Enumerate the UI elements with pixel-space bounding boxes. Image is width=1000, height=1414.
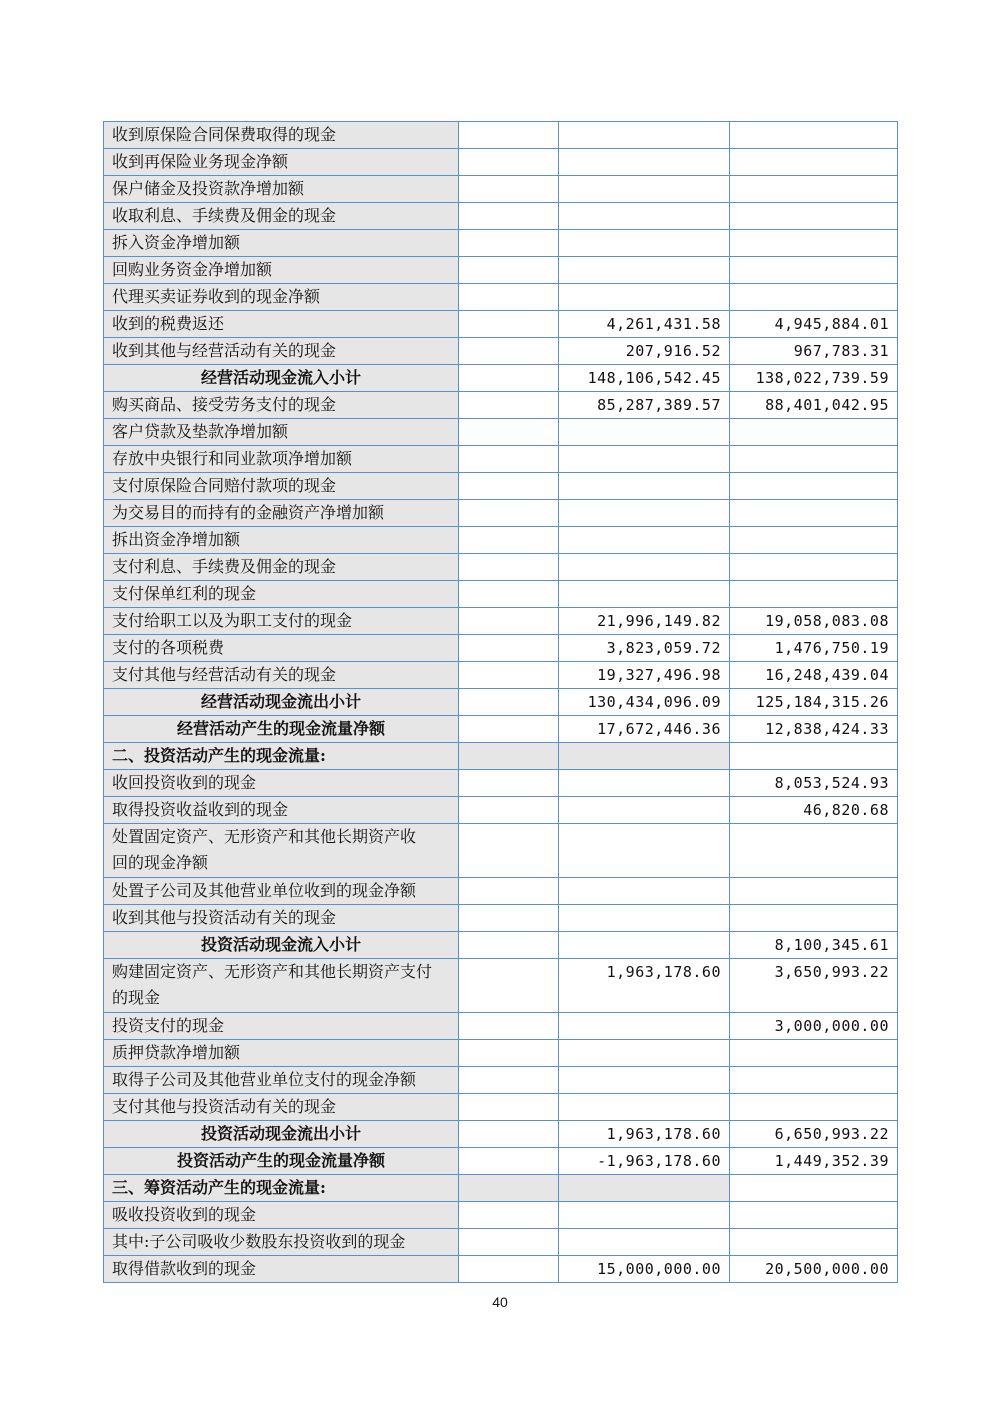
row-label: 支付给职工以及为职工支付的现金 bbox=[104, 608, 459, 635]
value-cell-c4 bbox=[730, 905, 898, 932]
value-cell-c4 bbox=[730, 203, 898, 230]
row-label: 支付其他与投资活动有关的现金 bbox=[104, 1094, 459, 1121]
table-row bbox=[104, 1067, 898, 1094]
table-row bbox=[104, 473, 898, 500]
row-label: 收到再保险业务现金净额 bbox=[104, 149, 459, 176]
value-cell-c2 bbox=[459, 392, 559, 419]
value-cell-c4 bbox=[730, 824, 898, 878]
value-cell-c4 bbox=[730, 1067, 898, 1094]
value-cell-c4: 8,053,524.93 bbox=[730, 770, 898, 797]
row-label: 质押贷款净增加额 bbox=[104, 1040, 459, 1067]
value-cell-c3: 85,287,389.57 bbox=[559, 392, 730, 419]
row-label: 购买商品、接受劳务支付的现金 bbox=[104, 392, 459, 419]
value-cell-c2 bbox=[459, 1040, 559, 1067]
row-label: 其中:子公司吸收少数股东投资收到的现金 bbox=[104, 1229, 459, 1256]
value-cell-c4: 6,650,993.22 bbox=[730, 1121, 898, 1148]
value-cell-c2 bbox=[459, 959, 559, 1013]
table-row bbox=[104, 716, 898, 743]
row-label: 投资活动产生的现金流量净额 bbox=[104, 1148, 459, 1175]
value-cell-c2 bbox=[459, 257, 559, 284]
value-cell-c3: 130,434,096.09 bbox=[559, 689, 730, 716]
table-row bbox=[104, 257, 898, 284]
value-cell-c2 bbox=[459, 905, 559, 932]
row-label: 代理买卖证券收到的现金净额 bbox=[104, 284, 459, 311]
table-row bbox=[104, 500, 898, 527]
value-cell-c4 bbox=[730, 878, 898, 905]
value-cell-c3: 19,327,496.98 bbox=[559, 662, 730, 689]
table-row bbox=[104, 1040, 898, 1067]
value-cell-c2 bbox=[459, 1202, 559, 1229]
value-cell-c4 bbox=[730, 419, 898, 446]
value-cell-c2 bbox=[459, 878, 559, 905]
value-cell-c2 bbox=[459, 1067, 559, 1094]
value-cell-c4: 4,945,884.01 bbox=[730, 311, 898, 338]
row-label: 投资活动现金流入小计 bbox=[104, 932, 459, 959]
row-label: 处置子公司及其他营业单位收到的现金净额 bbox=[104, 878, 459, 905]
row-label: 经营活动现金流入小计 bbox=[104, 365, 459, 392]
value-cell-c3: 3,823,059.72 bbox=[559, 635, 730, 662]
table-row bbox=[104, 1229, 898, 1256]
value-cell-c2 bbox=[459, 338, 559, 365]
table-row bbox=[104, 608, 898, 635]
table-row bbox=[104, 365, 898, 392]
table-row bbox=[104, 1148, 898, 1175]
value-cell-c3 bbox=[559, 149, 730, 176]
row-label: 支付保单红利的现金 bbox=[104, 581, 459, 608]
row-label: 支付利息、手续费及佣金的现金 bbox=[104, 554, 459, 581]
value-cell-c4: 8,100,345.61 bbox=[730, 932, 898, 959]
value-cell-c3: 207,916.52 bbox=[559, 338, 730, 365]
table-row bbox=[104, 122, 898, 149]
table-row bbox=[104, 959, 898, 1013]
table-row bbox=[104, 392, 898, 419]
row-label: 处置固定资产、无形资产和其他长期资产收 回的现金净额 bbox=[104, 824, 459, 878]
value-cell-c4 bbox=[730, 1202, 898, 1229]
value-cell-c4 bbox=[730, 1175, 898, 1202]
value-cell-c4: 138,022,739.59 bbox=[730, 365, 898, 392]
table-row bbox=[104, 1202, 898, 1229]
row-label: 存放中央银行和同业款项净增加额 bbox=[104, 446, 459, 473]
value-cell-c4: 1,449,352.39 bbox=[730, 1148, 898, 1175]
value-cell-c4 bbox=[730, 284, 898, 311]
value-cell-c2 bbox=[459, 1121, 559, 1148]
table-row bbox=[104, 554, 898, 581]
row-label: 支付其他与经营活动有关的现金 bbox=[104, 662, 459, 689]
row-label: 支付的各项税费 bbox=[104, 635, 459, 662]
value-cell-c2 bbox=[459, 419, 559, 446]
table-row bbox=[104, 1013, 898, 1040]
value-cell-c3 bbox=[559, 1067, 730, 1094]
value-cell-c3 bbox=[559, 743, 730, 770]
value-cell-c4: 12,838,424.33 bbox=[730, 716, 898, 743]
cash-flow-table-container bbox=[103, 121, 897, 1283]
value-cell-c2 bbox=[459, 824, 559, 878]
row-label: 投资活动现金流出小计 bbox=[104, 1121, 459, 1148]
value-cell-c2 bbox=[459, 527, 559, 554]
table-row bbox=[104, 230, 898, 257]
table-row bbox=[104, 1175, 898, 1202]
row-label: 拆出资金净增加额 bbox=[104, 527, 459, 554]
table-row bbox=[104, 203, 898, 230]
value-cell-c4: 3,000,000.00 bbox=[730, 1013, 898, 1040]
value-cell-c3 bbox=[559, 797, 730, 824]
table-row bbox=[104, 743, 898, 770]
table-row bbox=[104, 662, 898, 689]
value-cell-c3 bbox=[559, 1175, 730, 1202]
value-cell-c2 bbox=[459, 1175, 559, 1202]
value-cell-c3: -1,963,178.60 bbox=[559, 1148, 730, 1175]
row-label: 投资支付的现金 bbox=[104, 1013, 459, 1040]
value-cell-c2 bbox=[459, 500, 559, 527]
value-cell-c4 bbox=[730, 527, 898, 554]
table-row bbox=[104, 446, 898, 473]
value-cell-c2 bbox=[459, 311, 559, 338]
value-cell-c4: 46,820.68 bbox=[730, 797, 898, 824]
value-cell-c4 bbox=[730, 446, 898, 473]
value-cell-c2 bbox=[459, 176, 559, 203]
value-cell-c2 bbox=[459, 662, 559, 689]
table-row bbox=[104, 1256, 898, 1283]
value-cell-c4: 16,248,439.04 bbox=[730, 662, 898, 689]
value-cell-c3 bbox=[559, 527, 730, 554]
value-cell-c4 bbox=[730, 176, 898, 203]
value-cell-c2 bbox=[459, 797, 559, 824]
table-body bbox=[104, 122, 898, 1283]
row-label: 支付原保险合同赔付款项的现金 bbox=[104, 473, 459, 500]
value-cell-c2 bbox=[459, 230, 559, 257]
value-cell-c4: 1,476,750.19 bbox=[730, 635, 898, 662]
value-cell-c2 bbox=[459, 635, 559, 662]
table-row bbox=[104, 581, 898, 608]
value-cell-c3 bbox=[559, 257, 730, 284]
value-cell-c4: 125,184,315.26 bbox=[730, 689, 898, 716]
value-cell-c3 bbox=[559, 824, 730, 878]
value-cell-c2 bbox=[459, 581, 559, 608]
value-cell-c4 bbox=[730, 149, 898, 176]
value-cell-c2 bbox=[459, 554, 559, 581]
value-cell-c3: 4,261,431.58 bbox=[559, 311, 730, 338]
row-label: 经营活动产生的现金流量净额 bbox=[104, 716, 459, 743]
row-label: 取得借款收到的现金 bbox=[104, 1256, 459, 1283]
value-cell-c3 bbox=[559, 203, 730, 230]
value-cell-c3: 17,672,446.36 bbox=[559, 716, 730, 743]
value-cell-c2 bbox=[459, 1148, 559, 1175]
value-cell-c2 bbox=[459, 365, 559, 392]
table-row bbox=[104, 419, 898, 446]
value-cell-c2 bbox=[459, 689, 559, 716]
value-cell-c2 bbox=[459, 149, 559, 176]
table-row bbox=[104, 527, 898, 554]
value-cell-c2 bbox=[459, 716, 559, 743]
row-label: 取得投资收益收到的现金 bbox=[104, 797, 459, 824]
row-label: 经营活动现金流出小计 bbox=[104, 689, 459, 716]
value-cell-c3 bbox=[559, 581, 730, 608]
value-cell-c3 bbox=[559, 878, 730, 905]
value-cell-c4 bbox=[730, 554, 898, 581]
value-cell-c4: 88,401,042.95 bbox=[730, 392, 898, 419]
value-cell-c3 bbox=[559, 770, 730, 797]
row-label: 收到其他与经营活动有关的现金 bbox=[104, 338, 459, 365]
table-row bbox=[104, 284, 898, 311]
value-cell-c3 bbox=[559, 905, 730, 932]
value-cell-c3 bbox=[559, 500, 730, 527]
value-cell-c2 bbox=[459, 446, 559, 473]
value-cell-c2 bbox=[459, 1256, 559, 1283]
value-cell-c3 bbox=[559, 1013, 730, 1040]
row-label: 收到其他与投资活动有关的现金 bbox=[104, 905, 459, 932]
value-cell-c3 bbox=[559, 1040, 730, 1067]
value-cell-c3: 148,106,542.45 bbox=[559, 365, 730, 392]
cash-flow-table bbox=[103, 121, 898, 1283]
row-label: 收到的税费返还 bbox=[104, 311, 459, 338]
table-row bbox=[104, 824, 898, 878]
table-row bbox=[104, 1121, 898, 1148]
value-cell-c4 bbox=[730, 500, 898, 527]
row-label: 取得子公司及其他营业单位支付的现金净额 bbox=[104, 1067, 459, 1094]
value-cell-c3: 1,963,178.60 bbox=[559, 959, 730, 1013]
row-label: 收到原保险合同保费取得的现金 bbox=[104, 122, 459, 149]
table-row bbox=[104, 905, 898, 932]
value-cell-c3: 21,996,149.82 bbox=[559, 608, 730, 635]
table-row bbox=[104, 770, 898, 797]
value-cell-c3 bbox=[559, 419, 730, 446]
value-cell-c3 bbox=[559, 230, 730, 257]
table-row bbox=[104, 311, 898, 338]
value-cell-c3 bbox=[559, 473, 730, 500]
table-row bbox=[104, 338, 898, 365]
row-label: 收取利息、手续费及佣金的现金 bbox=[104, 203, 459, 230]
value-cell-c4 bbox=[730, 1040, 898, 1067]
value-cell-c4: 3,650,993.22 bbox=[730, 959, 898, 1013]
value-cell-c3: 1,963,178.60 bbox=[559, 1121, 730, 1148]
table-row bbox=[104, 797, 898, 824]
value-cell-c3 bbox=[559, 446, 730, 473]
table-row bbox=[104, 932, 898, 959]
value-cell-c4 bbox=[730, 230, 898, 257]
row-label: 为交易目的而持有的金融资产净增加额 bbox=[104, 500, 459, 527]
value-cell-c2 bbox=[459, 770, 559, 797]
value-cell-c3 bbox=[559, 176, 730, 203]
table-row bbox=[104, 689, 898, 716]
row-label: 购建固定资产、无形资产和其他长期资产支付 的现金 bbox=[104, 959, 459, 1013]
value-cell-c3 bbox=[559, 122, 730, 149]
value-cell-c2 bbox=[459, 1094, 559, 1121]
value-cell-c4: 19,058,083.08 bbox=[730, 608, 898, 635]
value-cell-c3 bbox=[559, 1094, 730, 1121]
value-cell-c2 bbox=[459, 743, 559, 770]
value-cell-c4 bbox=[730, 1229, 898, 1256]
value-cell-c2 bbox=[459, 284, 559, 311]
value-cell-c4 bbox=[730, 1094, 898, 1121]
row-label: 保户储金及投资款净增加额 bbox=[104, 176, 459, 203]
value-cell-c2 bbox=[459, 608, 559, 635]
value-cell-c2 bbox=[459, 1013, 559, 1040]
value-cell-c3 bbox=[559, 1229, 730, 1256]
value-cell-c3 bbox=[559, 1202, 730, 1229]
value-cell-c4: 967,783.31 bbox=[730, 338, 898, 365]
table-row bbox=[104, 1094, 898, 1121]
value-cell-c3 bbox=[559, 554, 730, 581]
value-cell-c2 bbox=[459, 122, 559, 149]
row-label: 收回投资收到的现金 bbox=[104, 770, 459, 797]
value-cell-c3 bbox=[559, 932, 730, 959]
value-cell-c4 bbox=[730, 581, 898, 608]
row-label: 拆入资金净增加额 bbox=[104, 230, 459, 257]
row-label: 三、筹资活动产生的现金流量: bbox=[104, 1175, 459, 1202]
row-label: 客户贷款及垫款净增加额 bbox=[104, 419, 459, 446]
value-cell-c2 bbox=[459, 473, 559, 500]
value-cell-c3: 15,000,000.00 bbox=[559, 1256, 730, 1283]
value-cell-c4 bbox=[730, 473, 898, 500]
page-number: 40 bbox=[492, 1294, 508, 1310]
row-label: 二、投资活动产生的现金流量: bbox=[104, 743, 459, 770]
value-cell-c3 bbox=[559, 284, 730, 311]
value-cell-c4: 20,500,000.00 bbox=[730, 1256, 898, 1283]
row-label: 吸收投资收到的现金 bbox=[104, 1202, 459, 1229]
value-cell-c2 bbox=[459, 932, 559, 959]
value-cell-c2 bbox=[459, 1229, 559, 1256]
value-cell-c2 bbox=[459, 203, 559, 230]
table-row bbox=[104, 635, 898, 662]
value-cell-c4 bbox=[730, 743, 898, 770]
row-label: 回购业务资金净增加额 bbox=[104, 257, 459, 284]
table-row bbox=[104, 176, 898, 203]
table-row bbox=[104, 878, 898, 905]
value-cell-c4 bbox=[730, 257, 898, 284]
value-cell-c4 bbox=[730, 122, 898, 149]
table-row bbox=[104, 149, 898, 176]
